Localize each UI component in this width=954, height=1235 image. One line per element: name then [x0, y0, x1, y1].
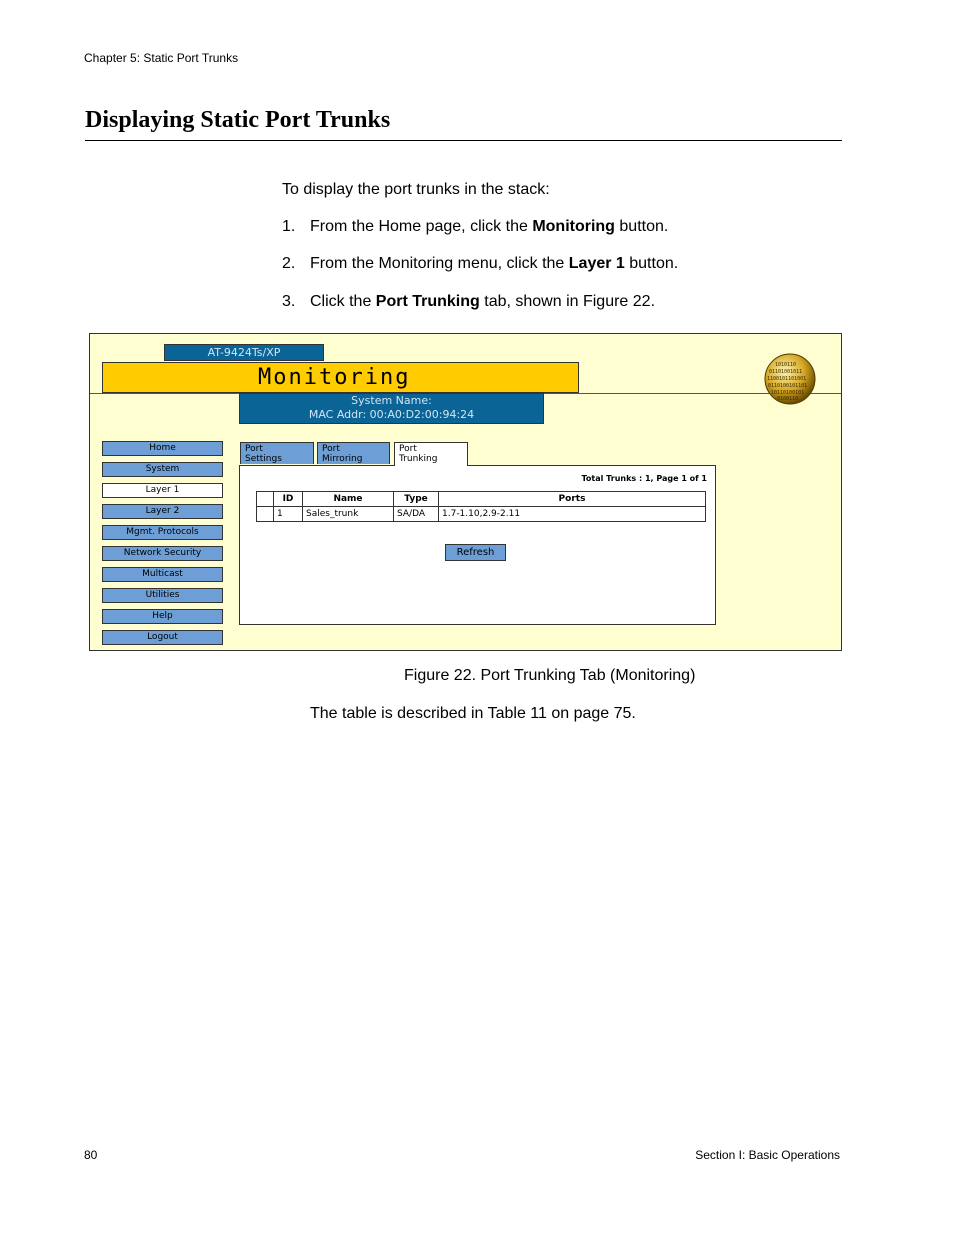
header-select	[257, 492, 274, 507]
tab-label-line2: Mirroring	[322, 454, 363, 464]
step-3	[282, 292, 655, 312]
step-1	[282, 217, 668, 237]
nav-logout-button[interactable]: Logout	[102, 630, 223, 645]
svg-text:10110100101: 10110100101	[771, 390, 805, 396]
nav-home-button[interactable]: Home	[102, 441, 223, 456]
table-row[interactable]	[257, 507, 706, 522]
nav-utilities-button[interactable]: Utilities	[102, 588, 223, 603]
refresh-button[interactable]: Refresh	[445, 544, 506, 561]
cell-name: Sales_trunk	[303, 507, 394, 522]
system-name-label: System Name:	[351, 394, 432, 407]
table-reference-text: The table is described in Table 11 on page 75.	[310, 705, 636, 722]
step-bold: Monitoring	[532, 218, 615, 235]
step-number: 2.	[282, 255, 296, 272]
trunk-content-area	[239, 465, 716, 625]
step-text-end: button.	[624, 255, 679, 272]
model-bar: AT-9424Ts/XP	[164, 344, 324, 361]
header-type: Type	[394, 492, 439, 507]
header-id: ID	[274, 492, 303, 507]
header-name: Name	[303, 492, 394, 507]
nav-layer2-button[interactable]: Layer 2	[102, 504, 223, 519]
nav-help-button[interactable]: Help	[102, 609, 223, 624]
tab-label-line2: Trunking	[399, 454, 438, 464]
total-trunks-text: Total Trunks : 1, Page 1 of 1	[581, 474, 707, 483]
tab-label-line1: Port	[245, 444, 263, 454]
nav-network-security-button[interactable]: Network Security	[102, 546, 223, 561]
cell-ports: 1.7-1.10,2.9-2.11	[439, 507, 706, 522]
tab-label-line1: Port	[322, 444, 340, 454]
tab-port-mirroring[interactable]	[317, 442, 390, 464]
svg-text:1100101101001: 1100101101001	[767, 376, 807, 382]
step-bold: Layer 1	[568, 255, 625, 272]
footer-section: Section I: Basic Operations	[695, 1148, 840, 1162]
system-info-bar	[239, 393, 544, 424]
globe-logo-icon	[763, 352, 817, 406]
title-rule	[85, 140, 842, 141]
trunk-table	[256, 491, 706, 522]
intro-text: To display the port trunks in the stack:	[282, 181, 550, 198]
step-text: From the Home page, click the	[310, 218, 533, 235]
step-text: Click the	[310, 293, 376, 310]
cell-select[interactable]	[257, 507, 274, 522]
svg-text:0100110: 0100110	[777, 396, 799, 402]
nav-layer1-button[interactable]: Layer 1	[102, 483, 223, 498]
tab-port-settings[interactable]	[240, 442, 314, 464]
cell-type: SA/DA	[394, 507, 439, 522]
svg-text:01101001011: 01101001011	[769, 369, 803, 375]
step-text-end: button.	[614, 218, 669, 235]
tab-label-line1: Port	[399, 444, 417, 454]
monitoring-banner	[102, 362, 579, 393]
screenshot-panel	[89, 333, 842, 651]
svg-text:1010110: 1010110	[775, 362, 797, 368]
figure-caption: Figure 22. Port Trunking Tab (Monitoring)	[404, 667, 696, 684]
nav-system-button[interactable]: System	[102, 462, 223, 477]
monitoring-title: Monitoring	[258, 365, 411, 390]
tab-port-trunking[interactable]	[394, 442, 468, 466]
nav-multicast-button[interactable]: Multicast	[102, 567, 223, 582]
svg-text:0110100101101: 0110100101101	[768, 383, 808, 389]
table-header-row	[257, 492, 706, 507]
cell-id: 1	[274, 507, 303, 522]
nav-mgmt-protocols-button[interactable]: Mgmt. Protocols	[102, 525, 223, 540]
tab-label-line2: Settings	[245, 454, 282, 464]
page-number: 80	[84, 1148, 98, 1162]
section-title: Displaying Static Port Trunks	[85, 107, 391, 133]
step-number: 1.	[282, 218, 296, 235]
step-number: 3.	[282, 293, 296, 310]
chapter-header: Chapter 5: Static Port Trunks	[84, 51, 239, 65]
step-2	[282, 254, 678, 274]
step-text: From the Monitoring menu, click the	[310, 255, 569, 272]
header-ports: Ports	[439, 492, 706, 507]
step-text-end: tab, shown in Figure 22.	[479, 293, 656, 310]
mac-address: MAC Addr: 00:A0:D2:00:94:24	[308, 408, 475, 421]
step-bold: Port Trunking	[375, 293, 480, 310]
